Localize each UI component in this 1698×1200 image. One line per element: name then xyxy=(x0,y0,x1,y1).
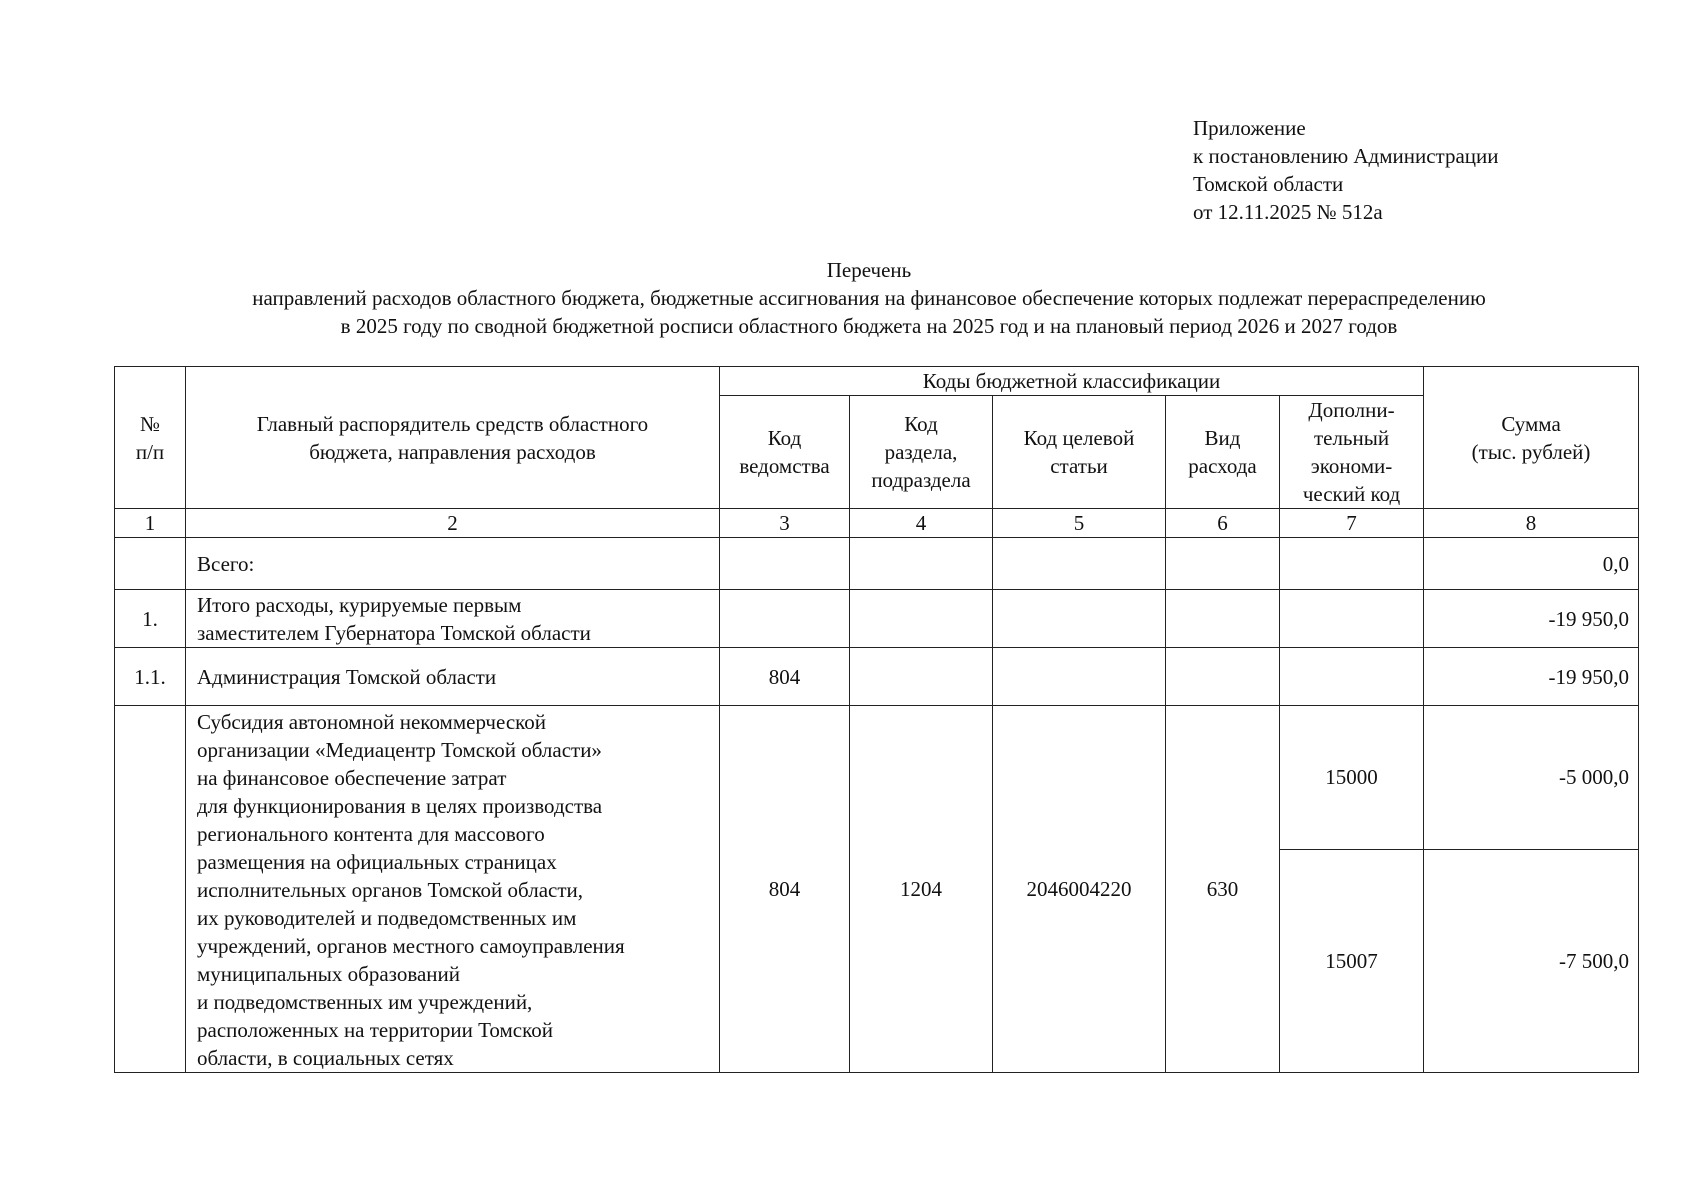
header-dept-line: ведомства xyxy=(739,454,830,478)
column-number: 3 xyxy=(720,509,850,538)
column-number: 6 xyxy=(1166,509,1280,538)
row-sum: -19 950,0 xyxy=(1424,590,1639,648)
column-number: 8 xyxy=(1424,509,1639,538)
row-sum: -5 000,0 xyxy=(1424,706,1639,850)
row-name-line: регионального контента для массового xyxy=(197,822,545,846)
header-kind-line: Вид xyxy=(1204,426,1241,450)
row-section xyxy=(850,648,993,706)
header-kind xyxy=(1166,396,1280,509)
row-dept xyxy=(720,590,850,648)
row-target: 2046004220 xyxy=(993,706,1166,1073)
header-sum-line: Сумма xyxy=(1501,411,1561,436)
appendix-block xyxy=(1193,114,1499,226)
row-kind xyxy=(1166,590,1280,648)
row-name-line: муниципальных образований xyxy=(197,962,460,986)
document-title xyxy=(0,256,1698,340)
row-sum: -19 950,0 xyxy=(1424,648,1639,706)
header-num-line: п/п xyxy=(135,439,165,464)
column-number: 2 xyxy=(186,509,720,538)
row-kind: 630 xyxy=(1166,706,1280,1073)
row-extra xyxy=(1280,648,1424,706)
row-name-line: Итого расходы, курируемые первым xyxy=(197,592,522,617)
row-dept xyxy=(720,538,850,590)
header-section-line: подраздела xyxy=(871,468,971,492)
header-row xyxy=(115,367,1639,396)
table-row xyxy=(115,590,1639,648)
row-name-line: их руководителей и подведомственных им xyxy=(197,906,577,930)
header-codes-group: Коды бюджетной классификации xyxy=(720,367,1424,396)
row-name-line: заместителем Губернатора Томской области xyxy=(197,620,591,645)
row-kind xyxy=(1166,538,1280,590)
column-number: 4 xyxy=(850,509,993,538)
header-extra-line: экономи- xyxy=(1310,454,1393,478)
row-kind xyxy=(1166,648,1280,706)
row-target xyxy=(993,538,1166,590)
column-number-row xyxy=(115,509,1639,538)
header-target-line: статьи xyxy=(1050,454,1108,478)
row-extra: 15007 xyxy=(1280,849,1424,1072)
row-target xyxy=(993,590,1166,648)
column-number: 1 xyxy=(115,509,186,538)
row-num xyxy=(115,538,186,590)
appendix-line: от 12.11.2025 № 512а xyxy=(1193,200,1383,224)
header-extra-line: Дополни- xyxy=(1308,398,1395,422)
row-name-line: исполнительных органов Томской области, xyxy=(197,878,583,902)
row-dept: 804 xyxy=(720,706,850,1073)
table-row xyxy=(115,706,1639,850)
row-section xyxy=(850,538,993,590)
header-dept xyxy=(720,396,850,509)
budget-table xyxy=(114,366,1639,1073)
table-row-total xyxy=(115,538,1639,590)
header-name xyxy=(186,367,720,509)
row-extra xyxy=(1280,590,1424,648)
appendix-line: к постановлению Администрации xyxy=(1193,144,1499,168)
header-extra-line: тельный xyxy=(1313,426,1390,450)
header-num xyxy=(115,367,186,509)
row-num: 1.1. xyxy=(115,648,186,706)
row-dept: 804 xyxy=(720,648,850,706)
row-num xyxy=(115,706,186,1073)
row-name: Всего: xyxy=(186,538,720,590)
header-section-line: Код xyxy=(904,412,938,436)
row-extra xyxy=(1280,538,1424,590)
row-name xyxy=(186,590,720,648)
row-name-line: организации «Медиацентр Томской области» xyxy=(197,738,602,762)
header-dept-line: Код xyxy=(767,426,802,450)
appendix-line: Приложение xyxy=(1193,116,1306,140)
table-row xyxy=(115,648,1639,706)
header-target xyxy=(993,396,1166,509)
header-extra xyxy=(1280,396,1424,509)
header-extra-line: ческий код xyxy=(1302,482,1401,506)
row-section xyxy=(850,590,993,648)
header-kind-line: расхода xyxy=(1188,454,1257,478)
row-name-line: и подведомственных им учреждений, xyxy=(197,990,533,1014)
row-name-line: для функционирования в целях производства xyxy=(197,794,603,818)
row-name-line: расположенных на территории Томской xyxy=(197,1018,553,1042)
appendix-line: Томской области xyxy=(1193,172,1344,196)
header-sum xyxy=(1424,367,1639,509)
row-name-line: учреждений, органов местного самоуправления xyxy=(197,934,625,958)
row-name xyxy=(186,706,720,1073)
row-section: 1204 xyxy=(850,706,993,1073)
header-section-line: раздела, xyxy=(884,440,958,464)
header-num-line: № xyxy=(139,411,161,436)
row-sum: 0,0 xyxy=(1424,538,1639,590)
column-number: 7 xyxy=(1280,509,1424,538)
row-name-line: Субсидия автономной некоммерческой xyxy=(197,710,547,734)
row-target xyxy=(993,648,1166,706)
header-section xyxy=(850,396,993,509)
row-name-line: на финансовое обеспечение затрат xyxy=(197,766,507,790)
header-sum-line: (тыс. рублей) xyxy=(1471,439,1591,464)
row-name-line: размещения на официальных страницах xyxy=(197,850,557,874)
row-sum: -7 500,0 xyxy=(1424,849,1639,1072)
title-line: направлений расходов областного бюджета, бюджетные ассигнования на финансовое обеспечение которых подлежат перераспределению xyxy=(252,286,1486,310)
row-extra: 15000 xyxy=(1280,706,1424,850)
header-target-line: Код целевой xyxy=(1023,426,1135,450)
title-line: в 2025 году по сводной бюджетной росписи областного бюджета на 2025 год и на плановый период 2026 и 2027 годов xyxy=(340,314,1398,338)
header-name-line: бюджета, направления расходов xyxy=(309,439,596,464)
column-number: 5 xyxy=(993,509,1166,538)
row-name-line: области, в социальных сетях xyxy=(197,1046,454,1070)
row-num: 1. xyxy=(115,590,186,648)
header-name-line: Главный распорядитель средств областного xyxy=(256,411,649,436)
row-name: Администрация Томской области xyxy=(186,648,720,706)
title-line: Перечень xyxy=(826,258,912,282)
